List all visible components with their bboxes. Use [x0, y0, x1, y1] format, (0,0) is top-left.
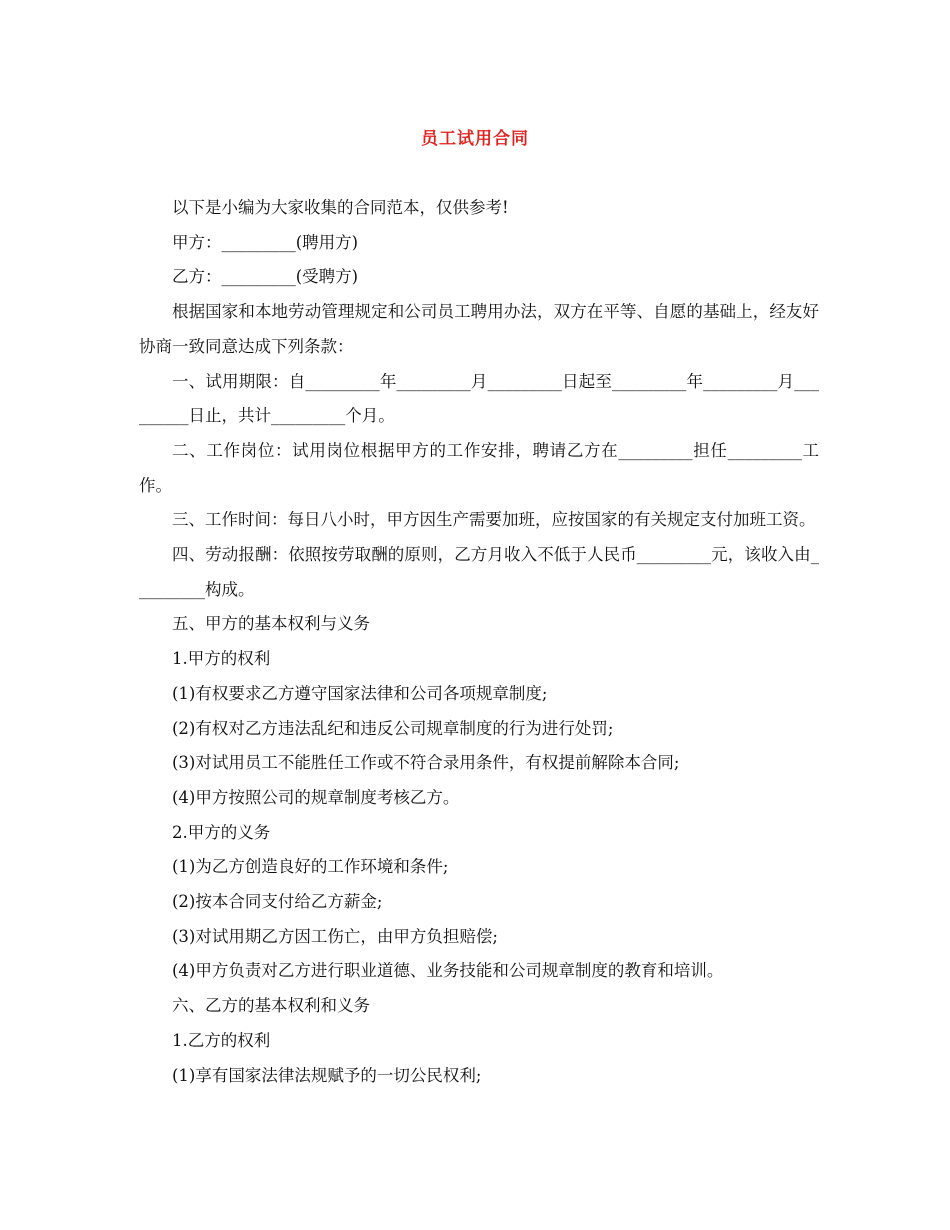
list-item: (2)有权对乙方违法乱纪和违反公司规章制度的行为进行处罚; — [172, 718, 614, 738]
list-item: (4)甲方按照公司的规章制度考核乙方。 — [172, 787, 460, 807]
document-title: 员工试用合同 — [421, 129, 529, 149]
intro-paragraph: 以下是小编为大家收集的合同范本，仅供参考! — [172, 198, 509, 217]
subheading-party-a-rights: 1.甲方的权利 — [172, 649, 271, 669]
subheading-party-a-duties: 2.甲方的义务 — [172, 822, 271, 842]
list-item: (1)有权要求乙方遵守国家法律和公司各项规章制度; — [172, 683, 548, 703]
list-item: (3)对试用员工不能胜任工作或不符合录用条件，有权提前解除本合同; — [172, 753, 680, 773]
list-item: (3)对试用期乙方因工伤亡，由甲方负担赔偿; — [172, 926, 498, 946]
section-heading-party-a: 五、甲方的基本权利与义务 — [172, 614, 370, 634]
section-heading-party-b: 六、乙方的基本权利和义务 — [172, 996, 370, 1016]
list-item: (1)享有国家法律法规赋予的一切公民权利; — [172, 1065, 482, 1085]
party-b-line: 乙方：_________(受聘方) — [172, 267, 359, 287]
subheading-party-b-rights: 1.乙方的权利 — [172, 1030, 271, 1050]
document-body — [139, 191, 819, 1093]
clause-remuneration: 四、劳动报酬：依照按劳取酬的原则，乙方月收入不低于人民币_________元，该收入由_________构成。 — [139, 545, 819, 599]
party-a-line: 甲方：_________(聘用方) — [172, 232, 359, 252]
clause-trial-period: 一、试用期限：自_________年_________月_________日起至_________年_________月_________日止，共计_________个月。 — [139, 371, 819, 426]
list-item: (2)按本合同支付给乙方薪金; — [172, 892, 383, 912]
preamble-paragraph: 根据国家和本地劳动管理规定和公司员工聘用办法，双方在平等、自愿的基础上，经友好协商一致同意达成下列条款： — [139, 302, 819, 356]
list-item: (1)为乙方创造良好的工作环境和条件; — [172, 857, 449, 877]
clause-working-hours: 三、工作时间：每日八小时，甲方因生产需要加班，应按国家的有关规定支付加班工资。 — [172, 510, 816, 530]
list-item: (4)甲方负责对乙方进行职业道德、业务技能和公司规章制度的教育和培训。 — [172, 961, 724, 981]
clause-position: 二、工作岗位：试用岗位根据甲方的工作安排，聘请乙方在_________担任_________工作。 — [139, 440, 819, 495]
